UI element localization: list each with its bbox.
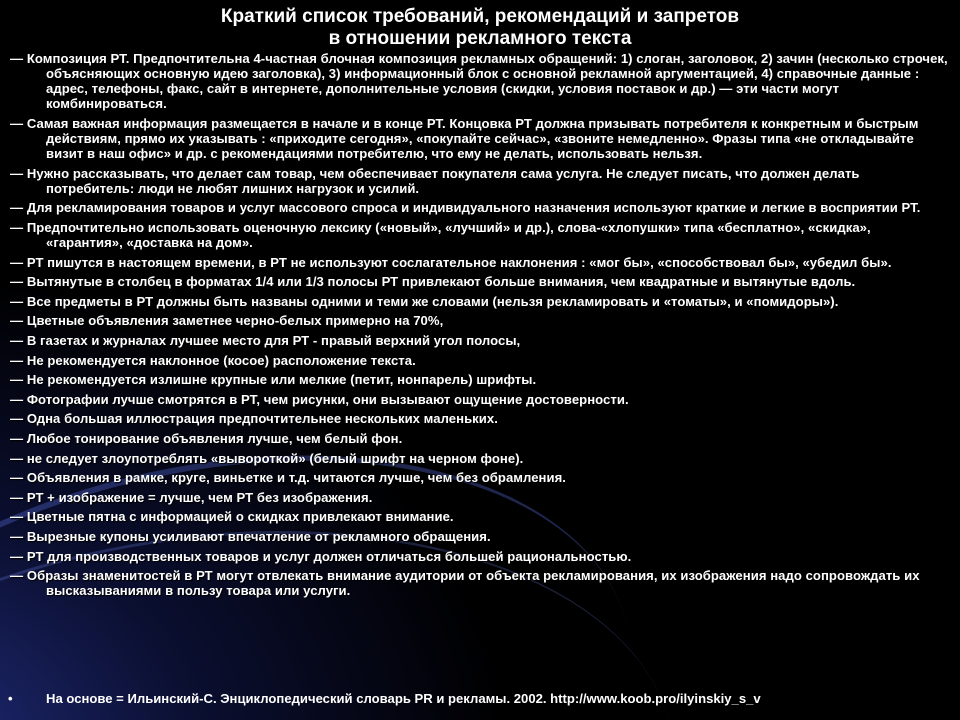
list-item: — Вытянутые в столбец в форматах 1/4 или 1/3 полосы РТ привлекают больше внимания, чем квадратные и вытянутые вдоль. [10,274,856,290]
title-line-2: в отношении рекламного текста [328,28,632,49]
list-item: — Все предметы в РТ должны быть названы одними и теми же словами (нельзя рекламировать и «томаты», и «помидоры»). [10,293,839,309]
list-item: — РТ для производственных товаров и услуг должен отличаться большей рациональностью. [10,548,632,564]
slide-title [0,6,960,50]
list-item: — Цветные объявления заметнее черно-белых примерно на 70%, [10,313,444,329]
list-item: — Одна большая иллюстрация предпочтительнее нескольких маленьких. [10,411,498,427]
list-item: — В газетах и журналах лучшее место для РТ - правый верхний угол полосы, [10,333,521,348]
list-item: — Не рекомендуется излишне крупные или мелкие (петит, нонпарель) шрифты. [10,372,537,388]
list-item: — Образы знаменитостей в РТ могут отвлекать внимание аудитории от объекта рекламирования, их изображения надо сопровождать их высказываниями в пользу товара или услуги. [10,568,920,599]
source-citation: На основе = Ильинский-С. Энциклопедический словарь PR и рекламы. 2002. http://www.koob.pro/ilyinskiy_s_v [46,691,761,706]
footer-bullet: • [8,691,13,706]
list-item: — РТ + изображение = лучше, чем РТ без изображения. [10,489,373,505]
requirements-list [10,51,948,603]
list-item: — Не рекомендуется наклонное (косое) расположение текста. [10,352,416,368]
list-item: — Предпочтительно использовать оценочную лексику («новый», «лучший» и др.), слова-«хлопушки» типа «бесплатно», «скидка», «гарантия», «доставка на дом». [10,219,871,251]
title-line-1: Краткий список требований, рекомендаций и запретов [220,6,740,27]
list-item: — Нужно рассказывать, что делает сам товар, чем обеспечивает покупателя сама услуга. Не следует писать, что должен делать потребитель: люди не любят лишних нагрузок и усилий. [10,165,860,196]
list-item: — РТ пишутся в настоящем времени, в РТ не используют сослагательное наклонения : «мог бы», «способствовал бы», «убедил бы». [10,254,892,270]
source-footer [8,691,956,706]
list-item: — Цветные пятна с информацией о скидках привлекают внимание. [10,509,454,525]
list-item: — Самая важная информация размещается в начале и в конце РТ. Концовка РТ должна призывать потребителя к конкретным и быстрым действиям, прямо их указывать : «приходите сегодня», «покупайте сейчас», «звоните немедленно». Фразы типа «не откладывайте визит в наш офис» и др. с рекомендациями потребителю, что ему не делать, использовать нельзя. [10,115,919,162]
list-item: — Любое тонирование объявления лучше, чем белый фон. [10,430,403,446]
list-item: — Фотографии лучше смотрятся в РТ, чем рисунки, они вызывают ощущение достоверности. [10,391,629,407]
list-item: — Объявления в рамке, круге, виньетке и т.д. читаются лучше, чем без обрамления. [10,470,566,486]
list-item: — не следует злоупотреблять «вывороткой» (белый шрифт на черном фоне). [10,450,524,466]
list-item: — Композиция РТ. Предпочтительна 4-частная блочная композиция рекламных обращений: 1) слоган, заголовок, 2) зачин (несколько строчек, объясняющих основную идею заголовка), 3) информационный блок с основной рекламной аргументацией, 4) справочные данные : адрес, телефоны, факс, сайт в интернете, дополнительные условия (скидки, условия поставок и др.) — эти части могут комбинироваться. [10,51,948,112]
list-item: — Для рекламирования товаров и услуг массового спроса и индивидуального назначения используют краткие и легкие в восприятии РТ. [10,200,921,216]
list-item: — Вырезные купоны усиливают впечатление от рекламного обращения. [10,528,491,544]
